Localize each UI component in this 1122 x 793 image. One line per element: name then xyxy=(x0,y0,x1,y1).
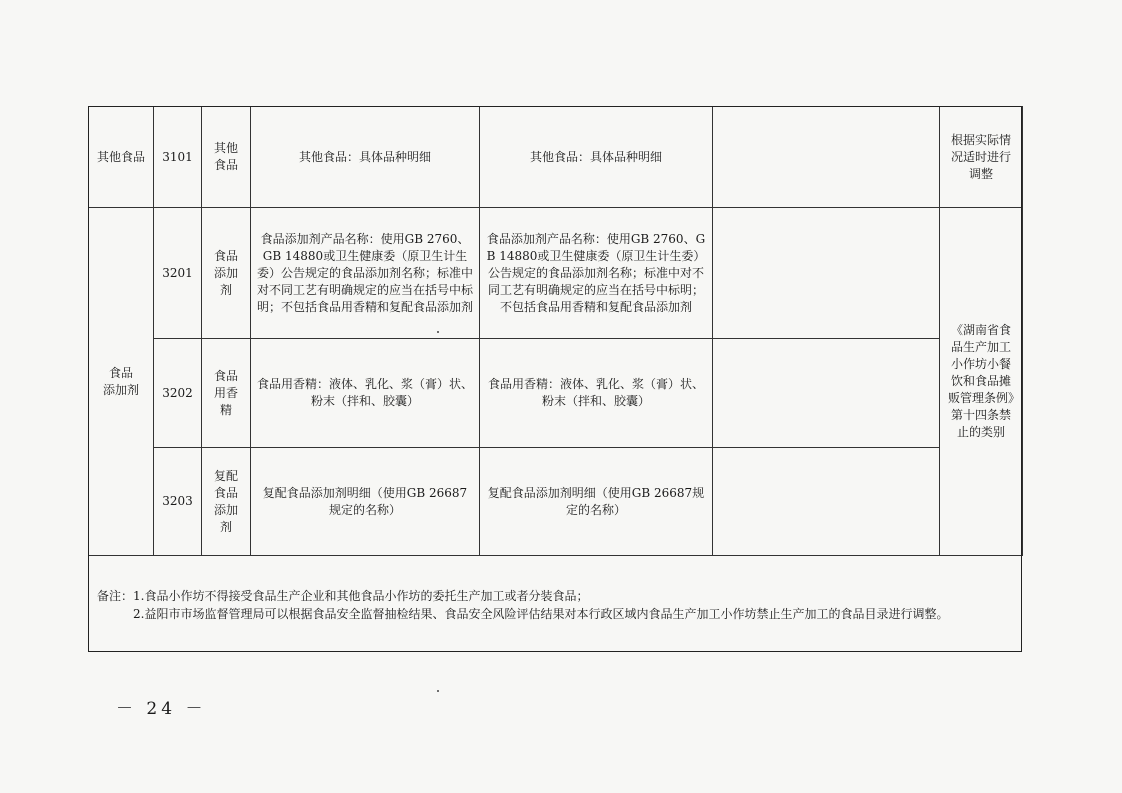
subcategory-cell: 食品 添加 剂 xyxy=(202,208,251,339)
code-cell: 3202 xyxy=(154,339,202,448)
code-cell: 3203 xyxy=(154,448,202,556)
detail-cell: 食品添加剂产品名称：使用GB 2760、GB 14880或卫生健康委（原卫生计生委）公告规定的食品添加剂名称；标准中对不同工艺有明确规定的应当在括号中标明；不包括食品用香精和复配食品添加剂 xyxy=(251,208,480,339)
detail-cell: 食品添加剂产品名称：使用GB 2760、GB 14880或卫生健康委（原卫生计生委）公告规定的食品添加剂名称；标准中对不同工艺有明确规定的应当在括号中标明；不包括食品用香精和复配食品添加剂 xyxy=(480,208,713,339)
detail-cell: 复配食品添加剂明细（使用GB 26687规定的名称） xyxy=(480,448,713,556)
note-line-2: 2.益阳市市场监督管理局可以根据食品安全监督抽检结果、食品安全风险评估结果对本行政区域内食品生产加工小作坊禁止生产加工的食品目录进行调整。 xyxy=(133,607,949,621)
scan-speck xyxy=(437,690,439,692)
detail-cell: 其他食品：具体品种明细 xyxy=(480,107,713,208)
detail-cell: 食品用香精：液体、乳化、浆（膏）状、粉末（拌和、胶囊） xyxy=(480,339,713,448)
subcategory-cell: 复配 食品 添加 剂 xyxy=(202,448,251,556)
subcategory-cell: 食品 用香 精 xyxy=(202,339,251,448)
scan-speck xyxy=(437,331,439,333)
remark-cell: 根据实际情况适时进行调整 xyxy=(940,107,1023,208)
notes-block xyxy=(97,587,1017,623)
category-cell: 食品 添加剂 xyxy=(89,208,154,556)
detail-cell: 复配食品添加剂明细（使用GB 26687规定的名称） xyxy=(251,448,480,556)
detail-cell: 食品用香精：液体、乳化、浆（膏）状、粉末（拌和、胶囊） xyxy=(251,339,480,448)
code-cell: 3101 xyxy=(154,107,202,208)
code-cell: 3201 xyxy=(154,208,202,339)
table-outer-border xyxy=(88,106,1022,652)
note-line-1: 备注：1.食品小作坊不得接受食品生产企业和其他食品小作坊的委托生产加工或者分装食品； xyxy=(97,589,589,603)
page-number: － 24 － xyxy=(116,699,207,719)
category-cell: 其他食品 xyxy=(89,107,154,208)
remark-cell: 《湖南省食品生产加工小作坊小餐饮和食品摊贩管理条例》第十四条禁止的类别 xyxy=(940,208,1023,556)
detail-cell: 其他食品：具体品种明细 xyxy=(251,107,480,208)
subcategory-cell: 其他 食品 xyxy=(202,107,251,208)
